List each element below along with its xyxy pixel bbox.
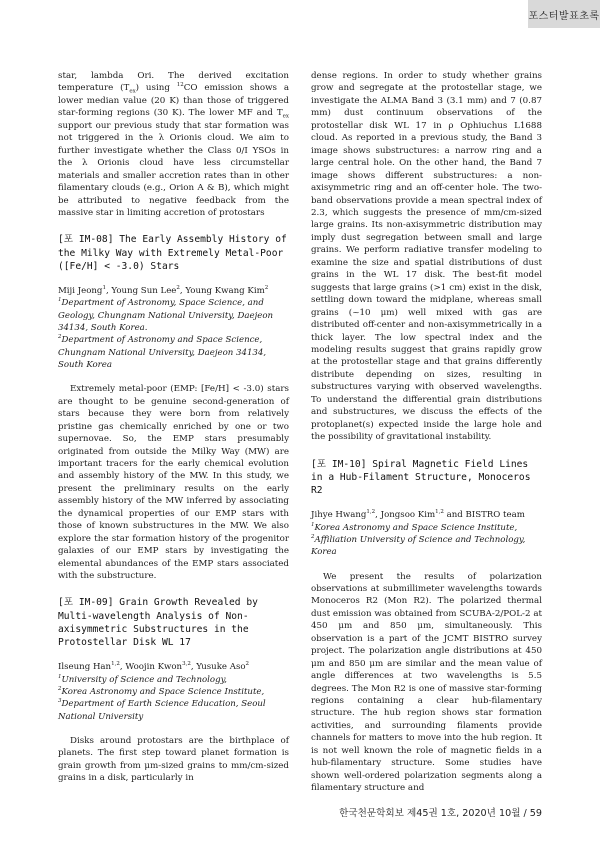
abstract-body-im09-continued: dense regions. In order to study whether grains grow and segregate at the protostellar stage, we investigate the ALMA Band 3 (3.1 mm) and 7 (0.87 mm) dust continuum observations of the protostellar disk WL 17 in ρ Ophiuchus L1688 cloud. As reported in a previous study, the Band 3 image shows substructures: a narrow ring and a large central hole. On the other hand, the Band 7 image shows different substructures: a non-axisymmetric ring and an off-center hole. The two-band observations provide a mean spectral index of 2.3, which suggests the presence of mm/cm-sized large grains. Its non-axisymmetric distribution may imply dust segregation between small and large grains. We perform radiative transfer modeling to examine the size and spatial distributions of dust grains in the WL 17 disk. The best-fit model suggests that large grains (>1 cm) exist in the disk, settling down toward the midplane, whereas small grains (~10 μm) well mixed with gas are distributed off-center and non-axisymmetrically in a thick layer. The low spectral index and the modeling results suggest that grains rapidly grow at the protostellar stage and that grains differently distribute depending on sizes, resulting in substructures varying with observed wavelengths. To understand the differential grain distributions and substructures, we discuss the effects of the protoplanet(s) expected inside the large hole and the possibility of gravitational instability. — [311, 71, 542, 443]
abstract-body-im08: Extremely metal-poor (EMP: [Fe/H] < -3.0) stars are thought to be genuine second-generation of stars because they were born from relatively pristine gas chemically enriched by one or two supernovae. So, the EMP stars presumably originated from outside the Milky Way (MW) are important tracers for the early chemical evolution and assembly history of the MW. In this study, we present the preliminary results on the early assembly history of the MW inferred by associating the dynamical properties of our EMP stars with those of known substructures in the MW. We also explore the star formation history of the progenitor galaxies of our EMP stars by investigating the elemental abundances of the EMP stars associated with the substructure. — [58, 384, 289, 582]
affiliation-1-im10: $^1$Korea Astronomy and Space Science Institute, — [311, 521, 518, 533]
left-column — [58, 70, 289, 785]
author-list-im10: Jihye Hwang$^{1,2}$, Jongsoo Kim$^{1,2}$ and BISTRO team — [311, 509, 525, 521]
page-footer-citation: 한국천문학회보 제45권 1호, 2020년 10월 / 59 — [339, 808, 542, 819]
affiliation-2-im10: $^2$Affiliation University of Science and Technology, Korea — [311, 534, 526, 558]
author-list-im08: Miji Jeong$^1$, Young Sun Lee$^2$, Young Kwang Kim$^2$ — [58, 285, 269, 297]
right-column — [311, 70, 542, 795]
affiliation-1-im09: $^1$University of Science and Technology, — [58, 673, 228, 685]
abstract-body-im09: Disks around protostars are the birthplace of planets. The first step toward planet formation is grain growth from μm-sized grains to mm/cm-sized grains in a disk, particularly in — [58, 735, 289, 784]
abstract-title-im09: [포 IM-09] Grain Growth Revealed by Multi-wavelength Analysis of Non-axisymmetric Substructures in the Protostellar Disk WL 17 — [58, 597, 258, 649]
affiliation-2-im08: $^2$Department of Astronomy and Space Science, Chungnam National University, Daejeon 34134, South Korea — [58, 334, 267, 370]
affiliation-2-im09: $^2$Korea Astronomy and Space Science Institute, — [58, 686, 265, 697]
previous-abstract-continuation: star, lambda Ori. The derived excitation temperature $(T_{ex})$ using $^{12}$CO emission shows a lower median value (20 K) than those of triggered star-forming regions (30 K). The lower MF and $T_{ex}$ support our previous study that star formation was not triggered in the λ Orionis cloud. We aim to further investigate whether the Class 0/I YSOs in the λ Orionis cloud have less circumstellar materials and smaller accretion rates than in other filamentary clouds (e.g., Orion A & B), which might be attributed to negative feedback from the massive star in limiting accretion of protostars — [58, 71, 290, 218]
abstract-body-im10: We present the results of polarization observations at submillimeter wavelengths towards Monoceros R2 (Mon R2). The polarized thermal dust emission was obtained from SCUBA-2/POL-2 at 450 μm and 850 μm, simultaneously. This observation is a part of the JCMT BISTRO survey project. The polarization angle distributions at 450 μm and 850 μm are similar and the mean value of angle differences at two wavelengths is 5.5 degrees. The Mon R2 is one of massive star-forming regions containing a clear hub-filamentary structure. The hub region shows star formation activities, and surrounding filaments provide channels for matters to move into the hub region. It is not well known the role of magnetic fields in a hub-filamentary structure. Some studies have shown well-ordered polarization segments along a filamentary structure and — [311, 571, 542, 794]
affiliation-1-im08: $^1$Department of Astronomy, Space Science, and Geology, Chungnam National University, Daejeon 34134, South Korea. — [58, 297, 274, 334]
abstract-title-im08: [포 IM-08] The Early Assembly History of the Milky Way with Extremely Metal-Poor ([Fe/H] < -3.0) Stars — [58, 234, 287, 272]
author-list-im09: Ilseung Han$^{1,2}$, Woojin Kwon$^{3,2}$, Yusuke Aso$^2$ — [58, 661, 250, 673]
section-label: 포스터발표초록 — [528, 10, 600, 22]
affiliation-3-im09: $^3$Department of Earth Science Education, Seoul National University — [58, 698, 266, 722]
abstract-title-im10: [포 IM-10] Spiral Magnetic Field Lines in a Hub-Filament Structure, Monoceros R2 — [311, 458, 531, 496]
section-header-tab — [528, 0, 600, 28]
